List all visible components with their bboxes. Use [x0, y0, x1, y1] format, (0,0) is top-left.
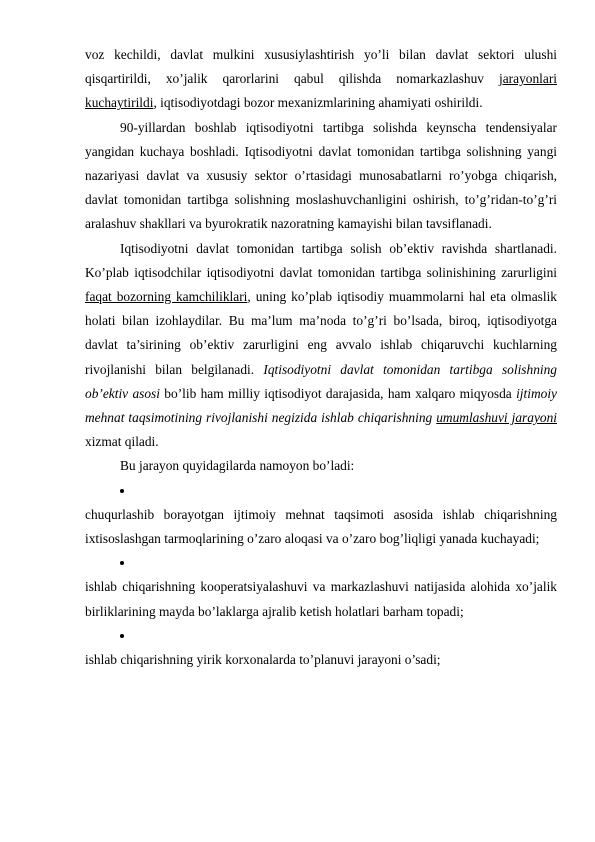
bullet-marker-2 [85, 551, 557, 575]
paragraph-1-text-a: voz kechildi, davlat mulkini xususiylashtirish yo’li bilan davlat sektori ulushi qisqartirildi, xo’jalik qarorlarini qabul qilishda nomarkazlashuv [85, 47, 557, 87]
bullet-dot-icon [120, 561, 124, 565]
link-bozor-kamchiliklari[interactable]: faqat bozorning kamchiliklari [85, 289, 248, 305]
paragraph-3-text-c: bo’lib ham milliy iqtisodiyot darajasida, ham xalqaro miqyosda [159, 385, 517, 401]
paragraph-1 [85, 43, 557, 116]
paragraph-3-italic-1: Iqtisodiyotni davlat tomonidan tartibga solishning ob’ektiv asosi [85, 361, 557, 401]
bullet-dot-icon [120, 634, 124, 638]
paragraph-3-text-d: xizmat qiladi. [85, 434, 159, 450]
paragraph-2: 90-yillardan boshlab iqtisodiyotni tartibga solishda keynscha tendensiyalar yangidan kuchaya boshladi. Iqtisodiyotni davlat tomonidan tartibga solishning yangi nazariyasi davlat va xususiy sektor o’rtasidagi munosabatlarni ro’yobga chiqarish, davlat tomonidan tartibga solishning moslashuvchanligini oshirish, to’g’ridan-to’g’ri aralashuv shakllari va byurokratik nazoratning kamayishi bilan tavsiflanadi. [85, 119, 557, 232]
paragraph-4: Bu jarayon quyidagilarda namoyon bo’ladi: [120, 458, 355, 474]
paragraph-3-text-b: , uning ko’plab iqtisodiy muammolarni hal eta olmaslik holati bilan izohlaydilar. Bu ma’lum ma’noda to’g’ri bo’lsada, biroq, iqtisodiyotga davlat ta’sirining ob’ektiv zarurligini eng avvalo ishlab chiqaruvchi kuchlarning rivojlanishi bilan belgilanadi. [85, 289, 557, 377]
bullet-item-2: ishlab chiqarishning kooperatsiyalashuvi va markazlashuvi natijasida alohida xo’jalik birliklarining mayda bo’laklarga ajralib ketish holatlari barham topadi; [85, 579, 557, 619]
paragraph-3-text-a: Iqtisodiyotni davlat tomonidan tartibga solish ob’ektiv ravishda shartlanadi. Ko’plab iqtisodchilar iqtisodiyotni davlat tomonidan tartibga solinishining zarurligini [85, 240, 557, 280]
paragraph-3 [85, 237, 557, 455]
bullet-item-1: chuqurlashib borayotgan ijtimoiy mehnat taqsimoti asosida ishlab chiqarishning ixtisoslashgan tarmoqlarining o’zaro aloqasi va o’zaro bog’liqligi yanada kuchayadi; [85, 506, 557, 547]
link-jarayonlari-kuchaytirildi[interactable]: jarayonlari kuchaytirildi [85, 71, 557, 111]
bullet-marker-3 [85, 624, 557, 648]
paragraph-3-italic-2: ijtimoiy mehnat taqsimotining rivojlanishi negizida ishlab chiqarishning [85, 385, 557, 426]
link-umumlashuvi-jarayoni[interactable]: umumlashuvi jarayoni [436, 410, 558, 426]
bullet-dot-icon [120, 489, 124, 493]
paragraph-1-text-b: , iqtisodiyotdagi bozor mexanizmlarining ahamiyati oshirildi. [153, 95, 483, 111]
bullet-item-3: ishlab chiqarishning yirik korxonalarda to’planuvi jarayoni o’sadi; [85, 652, 441, 668]
bullet-marker-1 [85, 479, 557, 503]
document-body [85, 43, 557, 672]
